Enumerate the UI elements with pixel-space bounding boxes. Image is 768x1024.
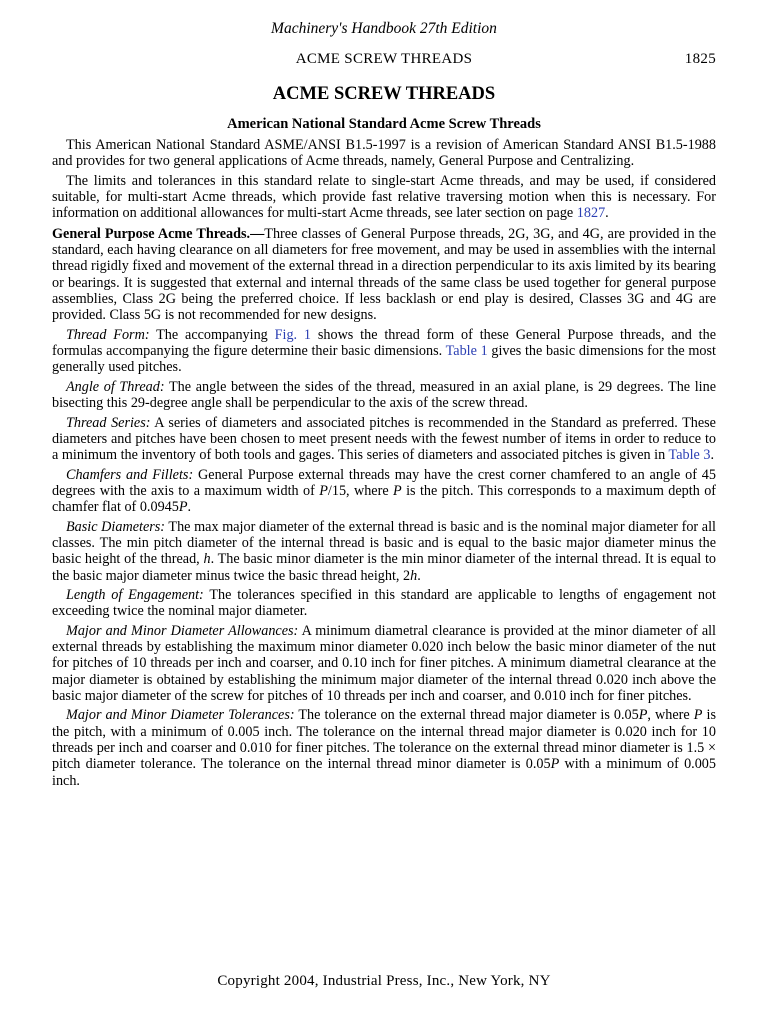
paragraph-thread-form	[52, 327, 716, 376]
paragraph-text: .	[605, 205, 609, 222]
paragraph-diameter-allowances	[52, 623, 716, 705]
paragraph-heading: Major and Minor Diameter Allowances:	[66, 622, 299, 639]
variable-h: h	[410, 567, 418, 584]
paragraph-basic-diameters	[52, 519, 716, 584]
paragraph-text: Three classes of General Purpose threads, 2G, 3G, and 4G, are provided in the standard, each having clearance on all diameters for free movement, and may be used in assemblies with the internal thread rigidly fixed and movement of the external thread in a direction perpendicular to its axis limited by its bearing or bearings. It is suggested that external and internal threads of the same class be used together for general purpose assemblies, Class 2G being the preferred choice. If less backlash or end play is desired, Classes 3G and 4G are provided. Class 5G is not recommended for new designs.	[52, 225, 716, 324]
paragraph-text: gives the basic dimensions for the most generally used pitches.	[52, 343, 716, 376]
variable-p: P	[693, 707, 703, 724]
variable-p: P	[393, 482, 402, 499]
variable-p: P	[319, 482, 328, 499]
paragraph-text: This American National Standard ASME/ANSI B1.5-1997 is a revision of American Standard ANSI B1.5-1988 and provides for two general applications of Acme threads, namely, General Purpose and Centralizing.	[52, 137, 716, 170]
copyright-footer: Copyright 2004, Industrial Press, Inc., New York, NY	[217, 973, 551, 989]
paragraph-limits	[52, 173, 716, 222]
paragraph-text: .	[187, 499, 192, 516]
paragraph-text: shows the thread form of these General Purpose threads, and the formulas accompanying the figure determine their basic dimensions.	[52, 326, 716, 360]
page-number: 1825	[684, 51, 716, 67]
paragraph-angle-of-thread	[52, 379, 716, 412]
page-1827-link[interactable]: 1827	[576, 205, 606, 222]
paragraph-chamfers	[52, 467, 716, 516]
paragraph-text: /15, where	[327, 482, 394, 499]
paragraph-text: The tolerances specified in this standard are applicable to lengths of engagement not exceeding twice the nominal major diameter.	[52, 586, 716, 620]
variable-p: P	[550, 756, 560, 773]
paragraph-text: General Purpose external threads may have the crest corner chamfered to an angle of 45 degrees with the axis to a maximum width of	[52, 466, 716, 499]
paragraph-heading: Thread Series:	[66, 414, 151, 431]
book-title: Machinery's Handbook 27th Edition	[271, 20, 497, 37]
table-1-link[interactable]: Table 1	[445, 343, 488, 360]
table-3-link[interactable]: Table 3	[668, 447, 711, 464]
variable-p: P	[638, 707, 648, 724]
paragraph-text: A series of diameters and associated pitches is recommended in the Standard as preferred. These diameters and pitches have been chosen to meet present needs with the fewest number of items in order to reduce to a minimum the inventory of both tools and gages. This series of diameters and associated pitches is given in	[52, 414, 716, 464]
paragraph-text: with a minimum of 0.005 inch.	[52, 756, 716, 789]
paragraph-text: .	[710, 447, 715, 464]
paragraph-general-purpose	[52, 226, 716, 324]
section-subtitle: American National Standard Acme Screw Threads	[227, 116, 541, 132]
paragraph-text: The accompanying	[149, 326, 275, 343]
paragraph-text: The max major diameter of the external thread is basic and is the nominal major diameter for all classes. The min pitch diameter of the internal thread is basic and is equal to the basic major diameter minus the basic height of the thread,	[52, 518, 716, 568]
paragraph-length-of-engagement	[52, 587, 716, 620]
section-title: ACME SCREW THREADS	[272, 84, 496, 104]
fig-1-link[interactable]: Fig. 1	[274, 326, 312, 343]
paragraph-heading: General Purpose Acme Threads.—	[52, 225, 265, 242]
variable-h: h	[203, 551, 211, 568]
paragraph-heading: Length of Engagement:	[66, 586, 204, 603]
running-title: ACME SCREW THREADS	[295, 51, 473, 67]
paragraph-text: The angle between the sides of the thread, measured in an axial plane, is 29 degrees. The line bisecting this 29-degree angle shall be perpendicular to the axis of the screw thread.	[52, 378, 716, 412]
paragraph-text: is the pitch, with a minimum of 0.005 inch. The tolerance on the internal thread major diameter is 0.020 inch for 10 threads per inch and coarser and 0.010 for finer pitches. The tolerance on the external thread minor diameter is 1.5 × pitch diameter tolerance. The tolerance on the internal thread minor diameter is 0.05	[52, 707, 716, 773]
paragraph-text: , where	[647, 707, 694, 724]
paragraph-text: .	[417, 567, 421, 584]
body-text	[52, 137, 716, 792]
paragraph-text: The limits and tolerances in this standard relate to single-start Acme threads, and may be used, if considered suitable, for multi-start Acme threads, which provide fast relative traversing motion when this is necessary. For information on additional allowances for multi-start Acme threads, see later section on page	[52, 172, 716, 222]
paragraph-heading: Angle of Thread:	[66, 378, 165, 395]
paragraph-heading: Major and Minor Diameter Tolerances:	[66, 707, 295, 724]
paragraph-thread-series	[52, 415, 716, 464]
paragraph-heading: Basic Diameters:	[66, 518, 166, 535]
paragraph-text: A minimum diametral clearance is provided at the minor diameter of all external threads by establishing the maximum minor diameter 0.020 inch below the basic minor diameter of the nut for pitches of 10 threads per inch and coarser, and 0.10 inch for finer pitches. A minimum diametral clearance at the major diameter is obtained by establishing the minimum major diameter of the internal thread 0.020 inch above the basic major diameter of the screw for pitches of 10 threads per inch and coarser, and 0.010 inch for finer pitches.	[52, 622, 717, 704]
variable-p: P	[178, 499, 188, 516]
paragraph-text: . The basic minor diameter is the min minor diameter of the internal thread. It is equal to the basic major diameter minus twice the basic thread height, 2	[52, 551, 716, 584]
paragraph-heading: Chamfers and Fillets:	[66, 466, 194, 483]
paragraph-text: is the pitch. This corresponds to a maximum depth of chamfer flat of 0.0945	[52, 482, 717, 516]
paragraph-intro	[52, 137, 716, 170]
paragraph-diameter-tolerances	[52, 707, 716, 789]
paragraph-heading: Thread Form:	[66, 326, 150, 343]
paragraph-text: The tolerance on the external thread major diameter is 0.05	[294, 707, 639, 724]
